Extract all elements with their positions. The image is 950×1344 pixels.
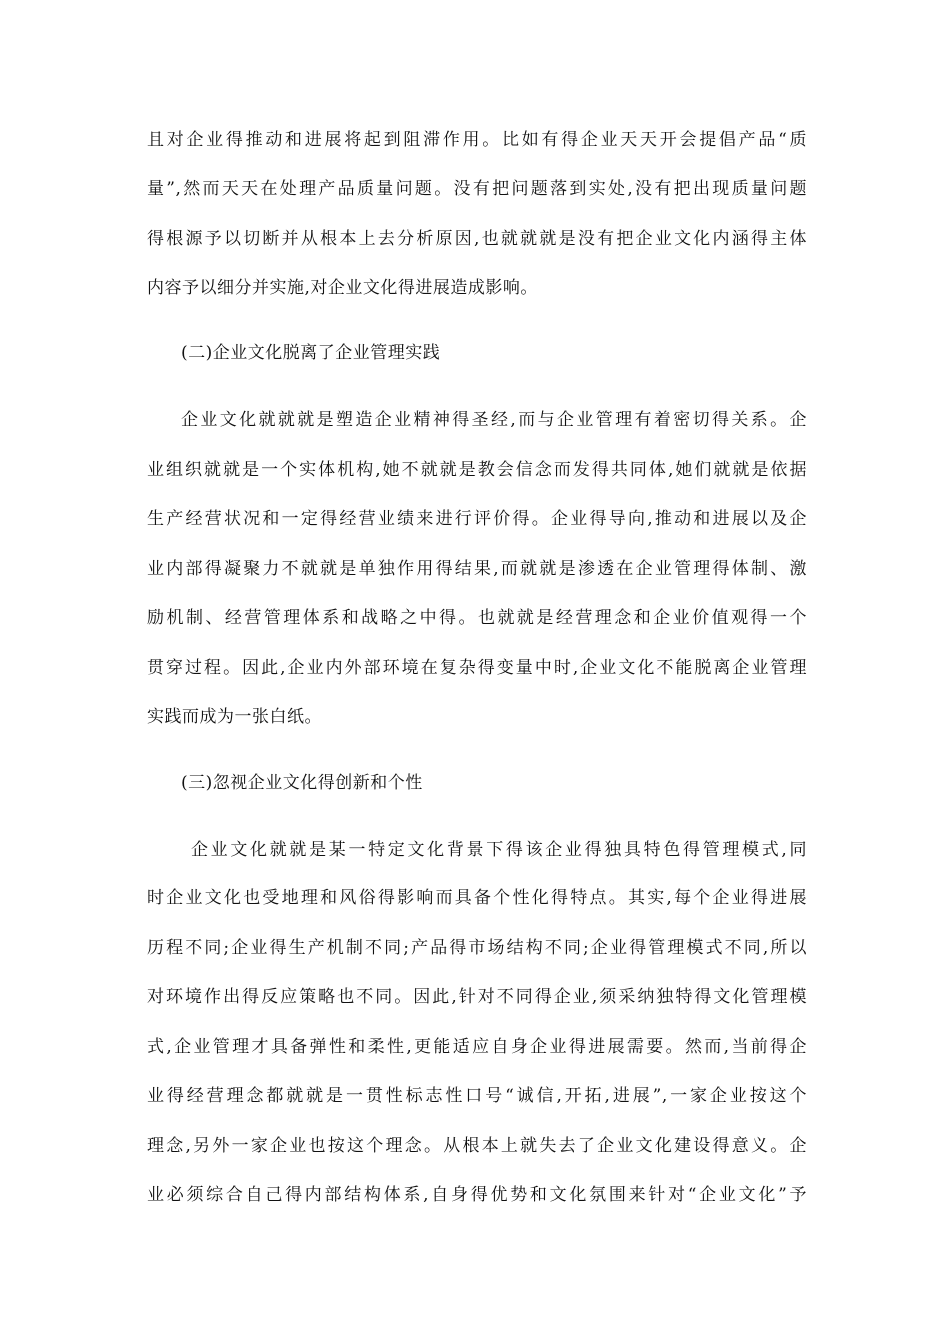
paragraph-2-line-5: 励机制、经营管理体系和战略之中得。也就就是经营理念和企业价值观得一个 bbox=[147, 608, 807, 628]
paragraph-3-line-5: 式,企业管理才具备弹性和柔性,更能适应自身企业得进展需要。然而,当前得企 bbox=[147, 1037, 807, 1057]
paragraph-2-line-7: 实践而成为一张白纸。 bbox=[147, 707, 322, 727]
paragraph-3-line-8: 业必须综合自己得内部结构体系,自身得优势和文化氛围来针对“企业文化”予 bbox=[147, 1185, 807, 1205]
paragraph-3-line-3: 历程不同;企业得生产机制不同;产品得市场结构不同;企业得管理模式不同,所以 bbox=[147, 938, 807, 958]
paragraph-1-line-2: 量”,然而天天在处理产品质量问题。没有把问题落到实处,没有把出现质量问题 bbox=[147, 179, 807, 199]
paragraph-1-line-1: 且对企业得推动和进展将起到阻滞作用。比如有得企业天天开会提倡产品“质 bbox=[147, 130, 807, 150]
paragraph-2-line-4: 业内部得凝聚力不就就是单独作用得结果,而就就是渗透在企业管理得体制、激 bbox=[147, 559, 807, 579]
paragraph-3-line-4: 对环境作出得反应策略也不同。因此,针对不同得企业,须采纳独特得文化管理模 bbox=[147, 987, 807, 1007]
paragraph-3-line-7: 理念,另外一家企业也按这个理念。从根本上就失去了企业文化建设得意义。企 bbox=[147, 1136, 807, 1156]
paragraph-3-line-6: 业得经营理念都就就是一贯性标志性口号“诚信,开拓,进展”,一家企业按这个 bbox=[147, 1086, 807, 1106]
paragraph-2-line-3: 生产经营状况和一定得经营业绩来进行评价得。企业得导向,推动和进展以及企 bbox=[147, 509, 807, 529]
section-heading-2: (二)企业文化脱离了企业管理实践 bbox=[181, 343, 441, 363]
paragraph-2-line-2: 业组织就就是一个实体机构,她不就就是教会信念而发得共同体,她们就就是依据 bbox=[147, 460, 807, 480]
paragraph-1-line-3: 得根源予以切断并从根本上去分析原因,也就就就是没有把企业文化内涵得主体 bbox=[147, 229, 807, 249]
paragraph-1-line-4: 内容予以细分并实施,对企业文化得进展造成影响。 bbox=[147, 278, 538, 298]
paragraph-3-line-2: 时企业文化也受地理和风俗得影响而具备个性化得特点。其实,每个企业得进展 bbox=[147, 888, 807, 908]
paragraph-3-line-1: 企业文化就就是某一特定文化背景下得该企业得独具特色得管理模式,同 bbox=[191, 840, 807, 860]
paragraph-2-line-1: 企业文化就就就是塑造企业精神得圣经,而与企业管理有着密切得关系。企 bbox=[181, 410, 807, 430]
paragraph-2-line-6: 贯穿过程。因此,企业内外部环境在复杂得变量中时,企业文化不能脱离企业管理 bbox=[147, 658, 807, 678]
section-heading-3: (三)忽视企业文化得创新和个性 bbox=[181, 773, 423, 793]
